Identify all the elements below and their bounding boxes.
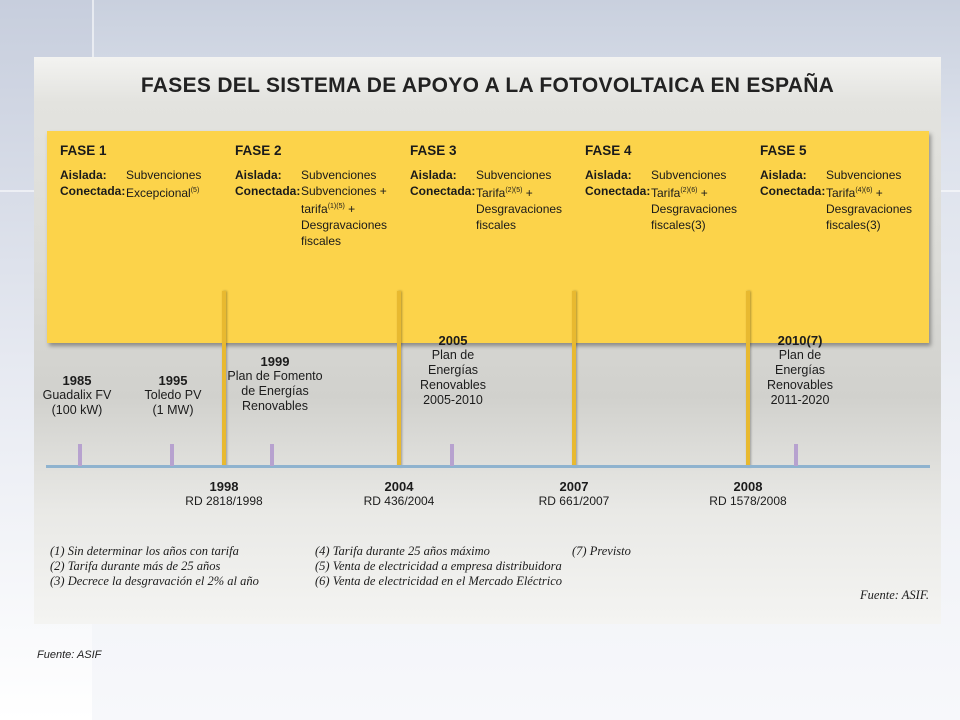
- phase-divider-2007: [572, 291, 576, 467]
- isolated-support: Subvenciones: [126, 168, 202, 182]
- connected-label: Conectada:: [235, 184, 301, 198]
- isolated-label: Aislada:: [235, 168, 282, 182]
- event-tick: [270, 444, 274, 466]
- figure-title: FASES DEL SISTEMA DE APOYO A LA FOTOVOLTAICA EN ESPAÑA: [140, 74, 835, 97]
- phase-name: FASE 2: [235, 143, 282, 158]
- note: (7) Previsto: [572, 544, 631, 558]
- phase-band: [47, 131, 929, 343]
- phase-support: [126, 167, 230, 201]
- isolated-support: Subvenciones: [476, 168, 552, 182]
- notes-column-1: [50, 544, 259, 589]
- event-1995: 1995 Toledo PV (1 MW): [144, 373, 202, 417]
- phase-support: [651, 167, 755, 233]
- phase-5: [760, 143, 932, 232]
- notes-column-2: [315, 544, 562, 589]
- isolated-label: Aislada:: [585, 168, 632, 182]
- isolated-label: Aislada:: [410, 168, 457, 182]
- notes-column-3: [572, 544, 631, 559]
- phase-support: [826, 167, 930, 233]
- connected-label: Conectada:: [585, 184, 651, 198]
- note: (5) Venta de electricidad a empresa distribuidora: [315, 559, 562, 573]
- phase-name: FASE 3: [410, 143, 457, 158]
- figure-source: Fuente: ASIF.: [860, 588, 929, 602]
- note: (4) Tarifa durante 25 años máximo: [315, 544, 490, 558]
- connected-label: Conectada:: [60, 184, 126, 198]
- note: (2) Tarifa durante más de 25 años: [50, 559, 221, 573]
- event-tick: [170, 444, 174, 466]
- event-1985: 1985 Guadalix FV (100 kW): [42, 373, 112, 417]
- event-1999: 1999 Plan de Fomento de Energías Renovables: [227, 354, 323, 413]
- phase-3: [410, 143, 582, 232]
- background-vertical-line: [92, 0, 94, 60]
- connected-support: Subvenciones + tarifa$^{(1)(5)}$ + Desgravaciones fiscales: [301, 184, 388, 248]
- isolated-support: Subvenciones: [651, 168, 727, 182]
- phase-support: [301, 167, 405, 249]
- phases-figure: [34, 57, 941, 624]
- event-tick: [450, 444, 454, 466]
- phase-name: FASE 5: [760, 143, 807, 158]
- isolated-support: Subvenciones: [826, 168, 902, 182]
- page-source: Fuente: ASIF: [37, 649, 102, 661]
- decree-2007: 2007 RD 661/2007: [538, 479, 610, 508]
- isolated-support: Subvenciones: [301, 168, 377, 182]
- connected-label: Conectada:: [760, 184, 826, 198]
- phase-name: FASE 1: [60, 143, 107, 158]
- note: (3) Decrece la desgravación el 2% al año: [50, 574, 259, 588]
- phase-1: [60, 143, 232, 200]
- note: (6) Venta de electricidad en el Mercado Eléctrico: [315, 574, 563, 588]
- event-2005: 2005 Plan de Energías Renovables 2005-2010: [419, 333, 486, 407]
- connected-support: Tarifa$^{(2)(6)}$ + Desgravaciones fiscales(3): [651, 186, 738, 232]
- event-2010: 2010(7) Plan de Energías Renovables 2011-2020: [766, 333, 833, 407]
- connected-support: Tarifa$^{(4)(6)}$ + Desgravaciones fiscales(3): [826, 186, 913, 232]
- phase-2: [235, 143, 407, 248]
- phase-4: [585, 143, 757, 232]
- phase-support: [476, 167, 580, 233]
- decree-1998: 1998 RD 2818/1998: [185, 479, 263, 508]
- decree-2008: 2008 RD 1578/2008: [709, 479, 787, 508]
- phase-name: FASE 4: [585, 143, 632, 158]
- isolated-label: Aislada:: [760, 168, 807, 182]
- connected-label: Conectada:: [410, 184, 476, 198]
- event-tick: [78, 444, 82, 466]
- isolated-label: Aislada:: [60, 168, 107, 182]
- note: (1) Sin determinar los años con tarifa: [50, 544, 239, 558]
- event-tick: [794, 444, 798, 466]
- decree-2004: 2004 RD 436/2004: [363, 479, 435, 508]
- connected-support: Tarifa$^{(2)(5)}$ + Desgravaciones fiscales: [476, 186, 563, 232]
- connected-support: Excepcional$^{(5)}$: [126, 186, 200, 200]
